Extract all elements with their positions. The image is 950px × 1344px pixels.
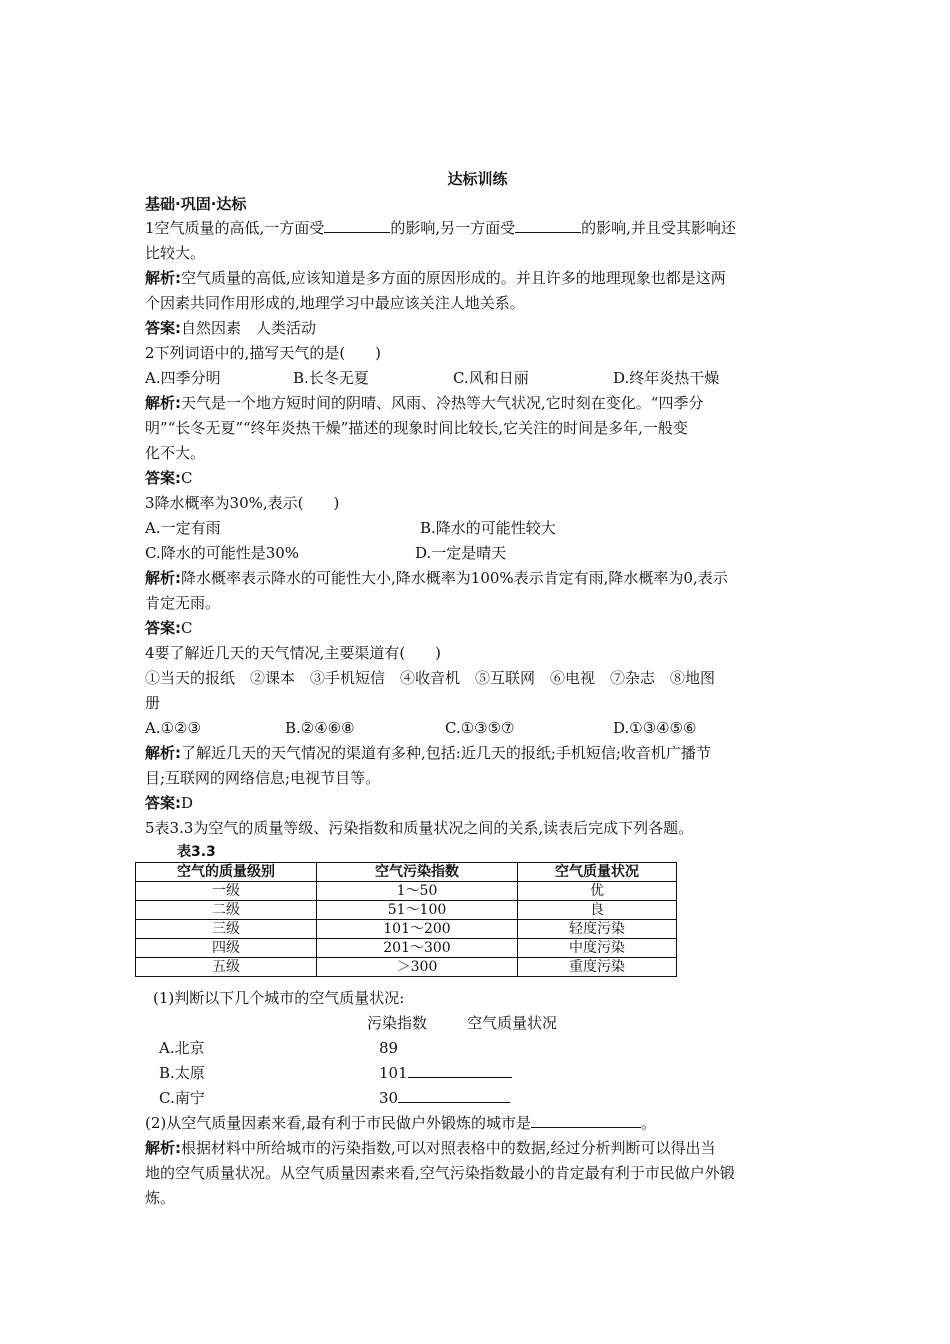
- q3-stem: 3降水概率为30%,表示( ): [145, 494, 340, 512]
- q3-option-b: B.降水的可能性较大: [420, 519, 556, 537]
- table-header-cell: 空气的质量级别: [136, 863, 317, 882]
- q5-col-index: 污染指数: [367, 1014, 428, 1032]
- q4-option-b: B.②④⑥⑧: [285, 719, 355, 737]
- table-row: [136, 882, 677, 901]
- q1-blank-1[interactable]: [324, 218, 390, 233]
- table-header-cell: 空气质量状况: [518, 863, 677, 882]
- q2-option-b: B.长冬无夏: [293, 369, 369, 387]
- table-cell: 五级: [136, 958, 317, 977]
- q2-option-a: A.四季分明: [145, 369, 221, 387]
- city-status-blank[interactable]: [398, 1088, 510, 1103]
- table-cell: 一级: [136, 882, 317, 901]
- q5-analysis-line3: 炼。: [145, 1189, 176, 1207]
- city-name: C.南宁: [159, 1089, 205, 1107]
- table-row: [136, 901, 677, 920]
- q4-analysis: 解析:了解近几天的天气情况的渠道有多种,包括:近几天的报纸;手机短信;收音机广播节: [145, 744, 711, 762]
- q4-answer: 答案:D: [145, 794, 194, 812]
- table-cell: 201～300: [317, 939, 518, 958]
- q3-option-a: A.一定有雨: [145, 519, 221, 537]
- q4-items: ①当天的报纸 ②课本 ③手机短信 ④收音机 ⑤互联网 ⑥电视 ⑦杂志 ⑧地图: [145, 669, 716, 687]
- q1-blank-2[interactable]: [515, 218, 581, 233]
- q1-stem: 1空气质量的高低,一方面受 的影响,另一方面受 的影响,并且受其影响还: [145, 219, 736, 237]
- q5-col-status: 空气质量状况: [467, 1014, 558, 1032]
- q1-analysis-line2: 个因素共同作用形成的,地理学习中最应该关注人地关系。: [145, 294, 525, 312]
- table-cell: 1～50: [317, 882, 518, 901]
- q2-analysis-line3: 化不大。: [145, 444, 206, 462]
- table-header-row: [136, 863, 677, 882]
- table-header-cell: 空气污染指数: [317, 863, 518, 882]
- table-cell: 101～200: [317, 920, 518, 939]
- table-row: [136, 939, 677, 958]
- q5-analysis-line2: 地的空气质量状况。从空气质量因素来看,空气污染指数最小的肯定最有利于市民做户外锻: [145, 1164, 735, 1182]
- table-cell: 重度污染: [518, 958, 677, 977]
- q2-analysis-line2: 明”“长冬无夏”“终年炎热干燥”描述的现象时间比较长,它关注的时间是多年,一般变: [145, 419, 688, 437]
- q2-option-c: C.风和日丽: [453, 369, 529, 387]
- section-heading: 基础·巩固·达标: [145, 195, 247, 213]
- q4-option-a: A.①②③: [145, 719, 201, 737]
- q1-answer: 答案:自然因素 人类活动: [145, 319, 317, 337]
- q3-analysis: 解析:降水概率表示降水的可能性大小,降水概率为100%表示肯定有雨,降水概率为0,表示: [145, 569, 728, 587]
- city-name: B.太原: [159, 1064, 205, 1082]
- table-cell: 优: [518, 882, 677, 901]
- table-cell: 中度污染: [518, 939, 677, 958]
- q5-sub1: (1)判断以下几个城市的空气质量状况:: [153, 989, 405, 1007]
- table-cell: 51～100: [317, 901, 518, 920]
- city-index: 89: [379, 1039, 399, 1057]
- table-cell: ＞300: [317, 958, 518, 977]
- q4-option-d: D.①③④⑤⑥: [613, 719, 697, 737]
- q2-option-d: D.终年炎热干燥: [613, 369, 720, 387]
- q4-analysis-line2: 目;互联网的网络信息;电视节目等。: [145, 769, 381, 787]
- table-cell: 四级: [136, 939, 317, 958]
- q5-sub2: (2)从空气质量因素来看,最有利于市民做户外锻炼的城市是 。: [145, 1114, 657, 1132]
- q3-answer: 答案:C: [145, 619, 193, 637]
- table-cell: 良: [518, 901, 677, 920]
- city-status-blank[interactable]: [408, 1063, 512, 1078]
- table-cell: 二级: [136, 901, 317, 920]
- q3-option-c: C.降水的可能性是30%: [145, 544, 300, 562]
- q2-analysis: 解析:天气是一个地方短时间的阴晴、风雨、冷热等大气状况,它时刻在变化。“四季分: [145, 394, 704, 412]
- q4-option-c: C.①③⑤⑦: [445, 719, 515, 737]
- q2-stem: 2下列词语中的,描写天气的是( ): [145, 344, 382, 362]
- city-index-row: 30: [379, 1088, 510, 1108]
- table-row: [136, 958, 677, 977]
- air-quality-table: [135, 862, 677, 977]
- q5-sub2-blank[interactable]: [531, 1113, 641, 1128]
- q1-stem-line2: 比较大。: [145, 244, 206, 262]
- q4-items-line2: 册: [145, 694, 161, 712]
- table-cell: 三级: [136, 920, 317, 939]
- q5-analysis: 解析:根据材料中所给城市的污染指数,可以对照表格中的数据,经过分析判断可以得出当: [145, 1139, 716, 1157]
- q5-stem: 5表3.3为空气的质量等级、污染指数和质量状况之间的关系,读表后完成下列各题。: [145, 819, 694, 837]
- page-title: 达标训练: [447, 170, 508, 188]
- city-name: A.北京: [159, 1039, 205, 1057]
- table-cell: 轻度污染: [518, 920, 677, 939]
- table-caption: 表3.3: [177, 844, 216, 860]
- q4-stem: 4要了解近几天的天气情况,主要渠道有( ): [145, 644, 442, 662]
- table-row: [136, 920, 677, 939]
- city-index-row: 101: [379, 1063, 512, 1083]
- q3-option-d: D.一定是晴天: [415, 544, 507, 562]
- q2-answer: 答案:C: [145, 469, 193, 487]
- q3-analysis-line2: 肯定无雨。: [145, 594, 221, 612]
- q1-analysis: 解析:空气质量的高低,应该知道是多方面的原因形成的。并且许多的地理现象也都是这两: [145, 269, 726, 287]
